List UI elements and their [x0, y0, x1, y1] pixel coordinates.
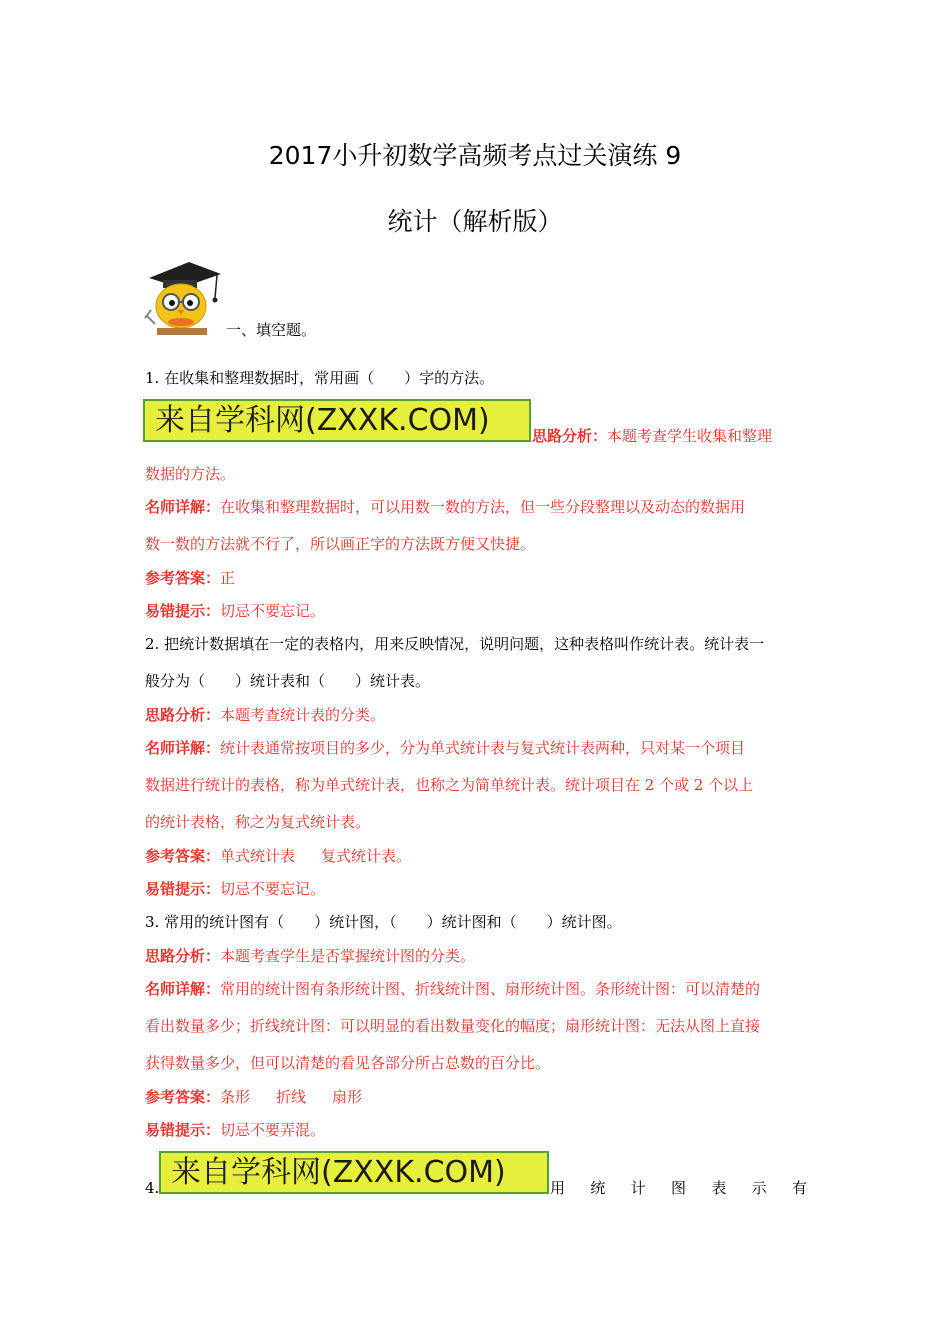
- owl-mascot-icon: [143, 258, 223, 338]
- q2-detail-line-1: 名师详解：统计表通常按项目的多少，分为单式统计表与复式统计表两种，只对某一个项目: [145, 739, 746, 757]
- tip-label: 易错提示：: [145, 602, 221, 620]
- q3-detail-line-2: 看出数量多少；折线统计图：可以明显的看出数量变化的幅度；扇形统计图：无法从图上直接: [145, 1017, 761, 1035]
- analysis-label: 思路分析：: [532, 427, 608, 445]
- question-2-text-line-2: 般分为（ ）统计表和（ ）统计表。: [145, 672, 431, 690]
- q1-detail-line-1: 名师详解：在收集和整理数据时，可以用数一数的方法，但一些分段整理以及动态的数据用: [145, 498, 746, 516]
- q1-analysis-line-2: 数据的方法。: [145, 465, 236, 483]
- q2-answer: 参考答案：单式统计表 复式统计表。: [145, 847, 412, 865]
- question-2-text-line-1: 2. 把统计数据填在一定的表格内，用来反映情况，说明问题，这种表格叫作统计表。统计表一: [145, 635, 765, 653]
- q1-detail-line-2: 数一数的方法就不行了，所以画正字的方法既方便又快捷。: [145, 535, 536, 553]
- q2-tip: 易错提示：切忌不要忘记。: [145, 880, 326, 898]
- question-3-text: 3. 常用的统计图有（ ）统计图，（ ）统计图和（ ）统计图。: [145, 913, 622, 931]
- question-1-text: 1. 在收集和整理数据时，常用画（ ）字的方法。: [145, 369, 495, 387]
- q3-detail-line-3: 获得数量多少，但可以清楚的看见各部分所占总数的百分比。: [145, 1054, 551, 1072]
- q2-detail-line-2: 数据进行统计的表格，称为单式统计表，也称之为简单统计表。统计项目在 2 个或 2 个以上: [145, 776, 754, 794]
- q2-detail-line-3: 的统计表格，称之为复式统计表。: [145, 813, 371, 831]
- watermark-banner: 来自学科网(ZXXK.COM): [143, 399, 531, 442]
- q1-answer: 参考答案：正: [145, 569, 236, 587]
- q3-answer: 参考答案：条形 折线 扇形: [145, 1088, 363, 1106]
- q1-analysis-line-1: 思路分析：本题考查学生收集和整理: [532, 427, 773, 445]
- q2-analysis: 思路分析：本题考查统计表的分类。: [145, 706, 386, 724]
- question-4-number: 4.: [145, 1179, 160, 1197]
- q3-detail-line-1: 名师详解：常用的统计图有条形统计图、折线统计图、扇形统计图。条形统计图：可以清楚的: [145, 980, 761, 998]
- detail-label: 名师详解：: [145, 498, 221, 516]
- q1-tip: 易错提示：切忌不要忘记。: [145, 602, 326, 620]
- document-subtitle: 统计（解析版）: [387, 207, 563, 236]
- watermark-banner-2: 来自学科网(ZXXK.COM): [159, 1151, 549, 1194]
- q3-analysis: 思路分析：本题考查学生是否掌握统计图的分类。: [145, 947, 476, 965]
- question-4-text: 用 统 计 图 表 示 有: [550, 1179, 807, 1197]
- q3-tip: 易错提示：切忌不要弄混。: [145, 1121, 326, 1139]
- document-title: 2017小升初数学高频考点过关演练 9: [268, 141, 682, 170]
- section-heading: 一、填空题。: [226, 321, 317, 339]
- answer-label: 参考答案：: [145, 569, 221, 587]
